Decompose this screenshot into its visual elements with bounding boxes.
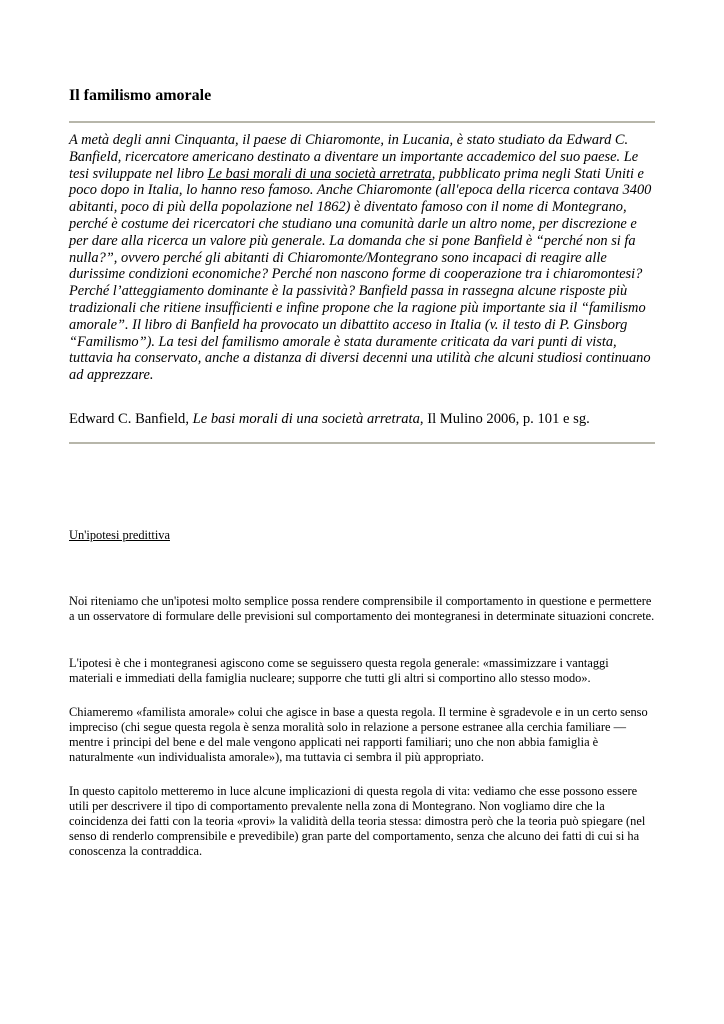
section-heading: Un'ipotesi predittiva bbox=[69, 528, 170, 542]
book-title-link[interactable]: Le basi morali di una società arretrata bbox=[207, 165, 432, 182]
intro-text-end: , pubblicato prima negli Stati Uniti e poco dopo in Italia, lo hanno reso famoso. Anche Chiaromonte (all'epoca della ricerca contava 3400 abitanti, poco di più della popolazione nel 1862) è diventato famoso con il nome di Montegrano, perché è costume dei ricercatori che studiano una comunità darle un altro nome, per discrezione e per dare alla ricerca un valore più generale. La domanda che si pone Banfield è “perché non si fa nulla?”, ovvero perché gli abitanti di Chiaromonte/Montegrano sono incapaci di reagire alle durissime condizioni economiche? Perché non nascono forme di cooperazione tra i chiaromontesi? Perché l’atteggiamento dominante è la passività? Banfield passa in rassegna alcune risposte più tradizionali che ritiene insufficienti e infine propone che la ragione più importante sia il “familismo amorale”. Il libro di Banfield ha provocato un dibattito acceso in Italia (v. il testo di P. Ginsborg “Familismo”). La tesi del familismo amorale è stata duramente criticata da vari punti di vista, tuttavia ha conservato, anche a distanza di diversi decenni una utilità che alcuni studiosi continuano ad apprezzare. bbox=[69, 165, 652, 384]
intro-text-start: A metà degli anni Cinquanta, il paese di Chiaromonte, in Lucania, è stato studiato da Edward C. Banfield, ricercatore americano destinato a diventare un importante accademico del suo paese. Le tesi sviluppate nel libro bbox=[69, 132, 639, 182]
citation bbox=[69, 410, 655, 428]
bottom-divider bbox=[69, 442, 655, 444]
body-paragraph-3: Chiameremo «familista amorale» colui che agisce in base a questa regola. Il termine è sgradevole e in un certo senso impreciso (chi segue questa regola è senza moralità solo in relazione a persone estranee alla cerchia familiare — mentre i principi del bene e del male vengono applicati nei rapporti familiari; uno che non abbia famiglia è naturalmente «un individualista amorale»), ma tuttavia ci sembra il più appropriato. bbox=[69, 705, 648, 764]
body-paragraph-1: Noi riteniamo che un'ipotesi molto semplice possa rendere comprensibile il comportamento in questione e permettere a un osservatore di formulare delle previsioni sul comportamento dei montegranesi in determinate situazioni concrete. bbox=[69, 594, 655, 623]
body-paragraph-2: L'ipotesi è che i montegranesi agiscono come se seguissero questa regola generale: «massimizzare i vantaggi materiali e immediati della famiglia nucleare; supporre che tutti gli altri si comportino allo stesso modo». bbox=[69, 656, 609, 685]
citation-separator: , bbox=[185, 411, 193, 427]
top-divider bbox=[69, 121, 655, 123]
page-title: Il familismo amorale bbox=[69, 87, 212, 104]
body-paragraph-4: In questo capitolo metteremo in luce alcune implicazioni di questa regola di vita: vediamo che esse possono essere utili per descrivere il tipo di comportamento prevalente nella zona di Montegrano. Non vogliamo dire che la coincidenza dei fatti con la teoria «provi» la validità della teoria stessa: dimostra però che la teoria può spiegare (nel senso di renderlo comprensibile e prevedibile) gran parte del comportamento, senza che alcuno dei fatti di cui si ha conoscenza la contraddica. bbox=[69, 784, 646, 858]
intro-paragraph bbox=[69, 132, 655, 384]
citation-book-title: Le basi morali di una società arretrata bbox=[192, 411, 420, 427]
citation-author: Edward C. Banfield bbox=[69, 411, 186, 427]
citation-publisher: , Il Mulino 2006, p. 101 e sg. bbox=[419, 411, 590, 427]
